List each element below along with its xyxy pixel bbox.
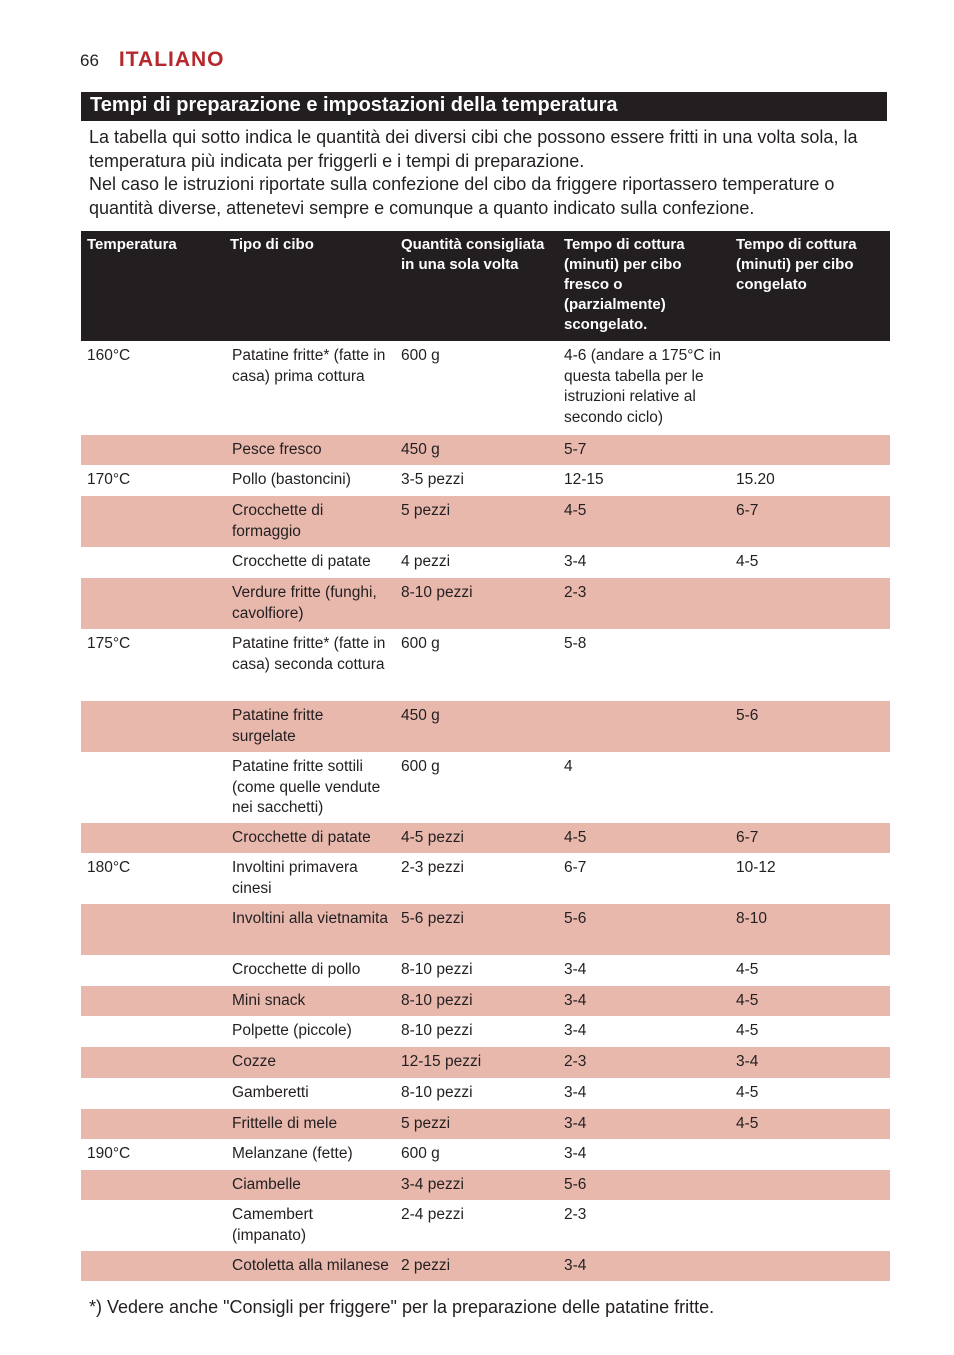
cell-temperature <box>81 904 224 955</box>
cell-frozen-time <box>730 578 890 629</box>
cell-fresh-time: 2-3 <box>564 1206 587 1223</box>
cell-quantity: 4-5 pezzi <box>395 823 558 853</box>
cell-food: Melanzane (fette) <box>232 1145 353 1162</box>
table-row <box>81 465 890 496</box>
table-row <box>81 629 890 701</box>
cell-fresh-time: 4-6 (andare a 175°C in questa tabella per le istruzioni relative al secondo ciclo) <box>564 347 721 426</box>
cell-frozen-time <box>730 629 890 701</box>
table-row <box>81 1078 890 1109</box>
cell-temperature <box>81 1251 224 1281</box>
cell-fresh-time: 5-6 <box>558 1170 730 1200</box>
cell-temperature <box>81 1078 224 1109</box>
table-row <box>81 1200 890 1251</box>
cell-fresh-time: 2-3 <box>558 1047 730 1078</box>
cell-food: Frittelle di mele <box>224 1109 395 1139</box>
column-header-food: Tipo di cibo <box>224 231 395 341</box>
intro-text <box>89 126 889 220</box>
cell-temperature <box>81 986 224 1016</box>
cell-temperature: 170°C <box>87 471 131 488</box>
cell-quantity: 5 pezzi <box>395 1109 558 1139</box>
cell-fresh-time: 6-7 <box>564 859 587 876</box>
cell-fresh-time: 4-5 <box>558 823 730 853</box>
cell-food: Pesce fresco <box>224 435 395 465</box>
cell-food: Verdure fritte (funghi, cavolfiore) <box>224 578 395 629</box>
cell-frozen-time: 4-5 <box>736 1084 759 1101</box>
cell-quantity: 8-10 pezzi <box>395 578 558 629</box>
cell-food: Polpette (piccole) <box>232 1022 352 1039</box>
language-title: ITALIANO <box>118 48 225 71</box>
cell-frozen-time <box>730 1170 890 1200</box>
cell-quantity: 8-10 pezzi <box>401 1022 473 1039</box>
cell-frozen-time: 4-5 <box>736 1022 759 1039</box>
cell-quantity: 450 g <box>395 701 558 752</box>
cell-frozen-time: 8-10 <box>730 904 890 955</box>
column-header-quantity: Quantità consigliata in una sola volta <box>395 231 558 341</box>
cell-food: Gamberetti <box>232 1084 309 1101</box>
cell-temperature <box>81 547 224 578</box>
cell-food: Patatine fritte* (fatte in casa) prima cottura <box>232 347 386 385</box>
cell-quantity: 8-10 pezzi <box>401 1084 473 1101</box>
cell-temperature <box>81 1047 224 1078</box>
cell-quantity: 600 g <box>401 347 440 364</box>
cell-fresh-time: 12-15 <box>564 471 604 488</box>
table-row <box>81 1109 890 1139</box>
cell-fresh-time: 3-4 <box>558 1109 730 1139</box>
cell-food: Crocchette di pollo <box>232 961 361 978</box>
table-row <box>81 1139 890 1170</box>
cell-food: Crocchette di patate <box>224 823 395 853</box>
cell-frozen-time <box>730 1251 890 1281</box>
cell-temperature: 190°C <box>87 1145 131 1162</box>
cell-temperature: 160°C <box>87 347 131 364</box>
cell-fresh-time: 2-3 <box>558 578 730 629</box>
cell-temperature <box>81 823 224 853</box>
footnote: *) Vedere anche "Consigli per friggere" per la preparazione delle patatine fritte. <box>89 1297 715 1317</box>
cell-temperature <box>81 955 224 986</box>
cell-quantity: 3-4 pezzi <box>395 1170 558 1200</box>
cell-fresh-time: 3-4 <box>558 1251 730 1281</box>
cell-quantity: 3-5 pezzi <box>401 471 464 488</box>
cell-fresh-time: 3-4 <box>564 553 587 570</box>
cell-quantity: 5-6 pezzi <box>395 904 558 955</box>
cell-quantity: 600 g <box>401 1145 440 1162</box>
cell-fresh-time: 4 <box>564 758 573 775</box>
table-row <box>81 752 890 823</box>
cell-temperature <box>81 435 224 465</box>
cell-temperature <box>81 1016 224 1047</box>
cell-quantity: 2-4 pezzi <box>401 1206 464 1223</box>
cell-fresh-time: 3-4 <box>564 1022 587 1039</box>
table-row <box>81 853 890 904</box>
cell-quantity: 450 g <box>395 435 558 465</box>
column-header-temperature: Temperatura <box>81 231 224 341</box>
cell-frozen-time <box>730 1200 890 1251</box>
table-body <box>81 341 890 1281</box>
page-number: 66 <box>80 51 99 70</box>
cell-temperature <box>81 701 224 752</box>
cell-fresh-time: 3-4 <box>558 986 730 1016</box>
column-header-frozen-time: Tempo di cottura (minuti) per cibo congelato <box>730 231 890 341</box>
table-row <box>81 1047 890 1078</box>
cell-temperature <box>81 1109 224 1139</box>
cell-temperature <box>81 496 224 547</box>
cell-frozen-time <box>730 341 890 435</box>
cell-quantity: 2-3 pezzi <box>401 859 464 876</box>
cell-temperature <box>81 1170 224 1200</box>
table-row <box>81 496 890 547</box>
cell-food: Cozze <box>224 1047 395 1078</box>
cell-temperature <box>81 1200 224 1251</box>
cell-fresh-time: 3-4 <box>564 1145 587 1162</box>
column-header-fresh-time: Tempo di cottura (minuti) per cibo fresco o (parzialmente) scongelato. <box>558 231 730 341</box>
intro-paragraph-2: Nel caso le istruzioni riportate sulla confezione del cibo da friggere riportassero temperature o quantità diverse, attenetevi sempre e comunque a quanto indicato sulla confezione. <box>89 174 835 218</box>
cell-food: Cotoletta alla milanese <box>224 1251 395 1281</box>
cell-quantity: 600 g <box>401 635 440 652</box>
page-header <box>80 48 225 72</box>
cell-fresh-time: 5-6 <box>558 904 730 955</box>
cell-frozen-time: 15.20 <box>736 471 775 488</box>
table-row <box>81 1170 890 1200</box>
table-row <box>81 904 890 955</box>
cell-frozen-time: 4-5 <box>730 1109 890 1139</box>
table-row <box>81 823 890 853</box>
table-row <box>81 341 890 435</box>
cell-frozen-time: 3-4 <box>730 1047 890 1078</box>
cell-frozen-time <box>730 435 890 465</box>
cell-food: Crocchette di patate <box>232 553 371 570</box>
cell-frozen-time: 10-12 <box>736 859 776 876</box>
cell-food: Camembert (impanato) <box>232 1206 313 1244</box>
cell-temperature: 175°C <box>87 635 131 652</box>
table-row <box>81 578 890 629</box>
cell-fresh-time: 3-4 <box>564 961 587 978</box>
cell-fresh-time: 4-5 <box>558 496 730 547</box>
section-title: Tempi di preparazione e impostazioni della temperatura <box>90 94 618 116</box>
table-row <box>81 1016 890 1047</box>
cell-food: Crocchette di formaggio <box>224 496 395 547</box>
table-row <box>81 955 890 986</box>
cell-fresh-time <box>558 701 730 752</box>
cell-food: Ciambelle <box>224 1170 395 1200</box>
cell-quantity: 8-10 pezzi <box>401 961 473 978</box>
cell-food: Pollo (bastoncini) <box>232 471 351 488</box>
cell-fresh-time: 3-4 <box>564 1084 587 1101</box>
cell-food: Involtini alla vietnamita <box>224 904 395 955</box>
cell-temperature: 180°C <box>87 859 131 876</box>
table-row <box>81 435 890 465</box>
table-row <box>81 547 890 578</box>
cell-quantity: 600 g <box>401 758 440 775</box>
cooking-table <box>81 231 890 1281</box>
cell-food: Involtini primavera cinesi <box>232 859 358 897</box>
cell-frozen-time: 5-6 <box>730 701 890 752</box>
cell-temperature <box>81 752 224 823</box>
cell-food: Patatine fritte sottili (come quelle vendute nei sacchetti) <box>232 758 381 816</box>
cell-temperature <box>81 578 224 629</box>
table-row <box>81 1251 890 1281</box>
cell-quantity: 4 pezzi <box>401 553 451 570</box>
cell-food: Patatine fritte* (fatte in casa) seconda cottura <box>232 635 386 673</box>
cell-quantity: 5 pezzi <box>395 496 558 547</box>
cell-frozen-time: 4-5 <box>736 553 759 570</box>
cell-frozen-time: 4-5 <box>730 986 890 1016</box>
section-title-bar <box>81 92 887 121</box>
cell-quantity: 12-15 pezzi <box>395 1047 558 1078</box>
cell-frozen-time: 6-7 <box>730 823 890 853</box>
table-header-row <box>81 231 890 341</box>
cell-frozen-time: 6-7 <box>730 496 890 547</box>
cell-frozen-time: 4-5 <box>736 961 759 978</box>
table-row <box>81 986 890 1016</box>
cell-fresh-time: 5-8 <box>564 635 587 652</box>
cell-food: Patatine fritte surgelate <box>224 701 395 752</box>
cell-quantity: 8-10 pezzi <box>395 986 558 1016</box>
cell-frozen-time <box>730 752 890 823</box>
intro-paragraph-1: La tabella qui sotto indica le quantità dei diversi cibi che possono essere fritti in una volta sola, la temperatura più indicata per friggerli e i tempi di preparazione. <box>89 127 858 171</box>
cell-quantity: 2 pezzi <box>395 1251 558 1281</box>
cell-frozen-time <box>730 1139 890 1170</box>
cell-fresh-time: 5-7 <box>558 435 730 465</box>
table-row <box>81 701 890 752</box>
cell-food: Mini snack <box>224 986 395 1016</box>
